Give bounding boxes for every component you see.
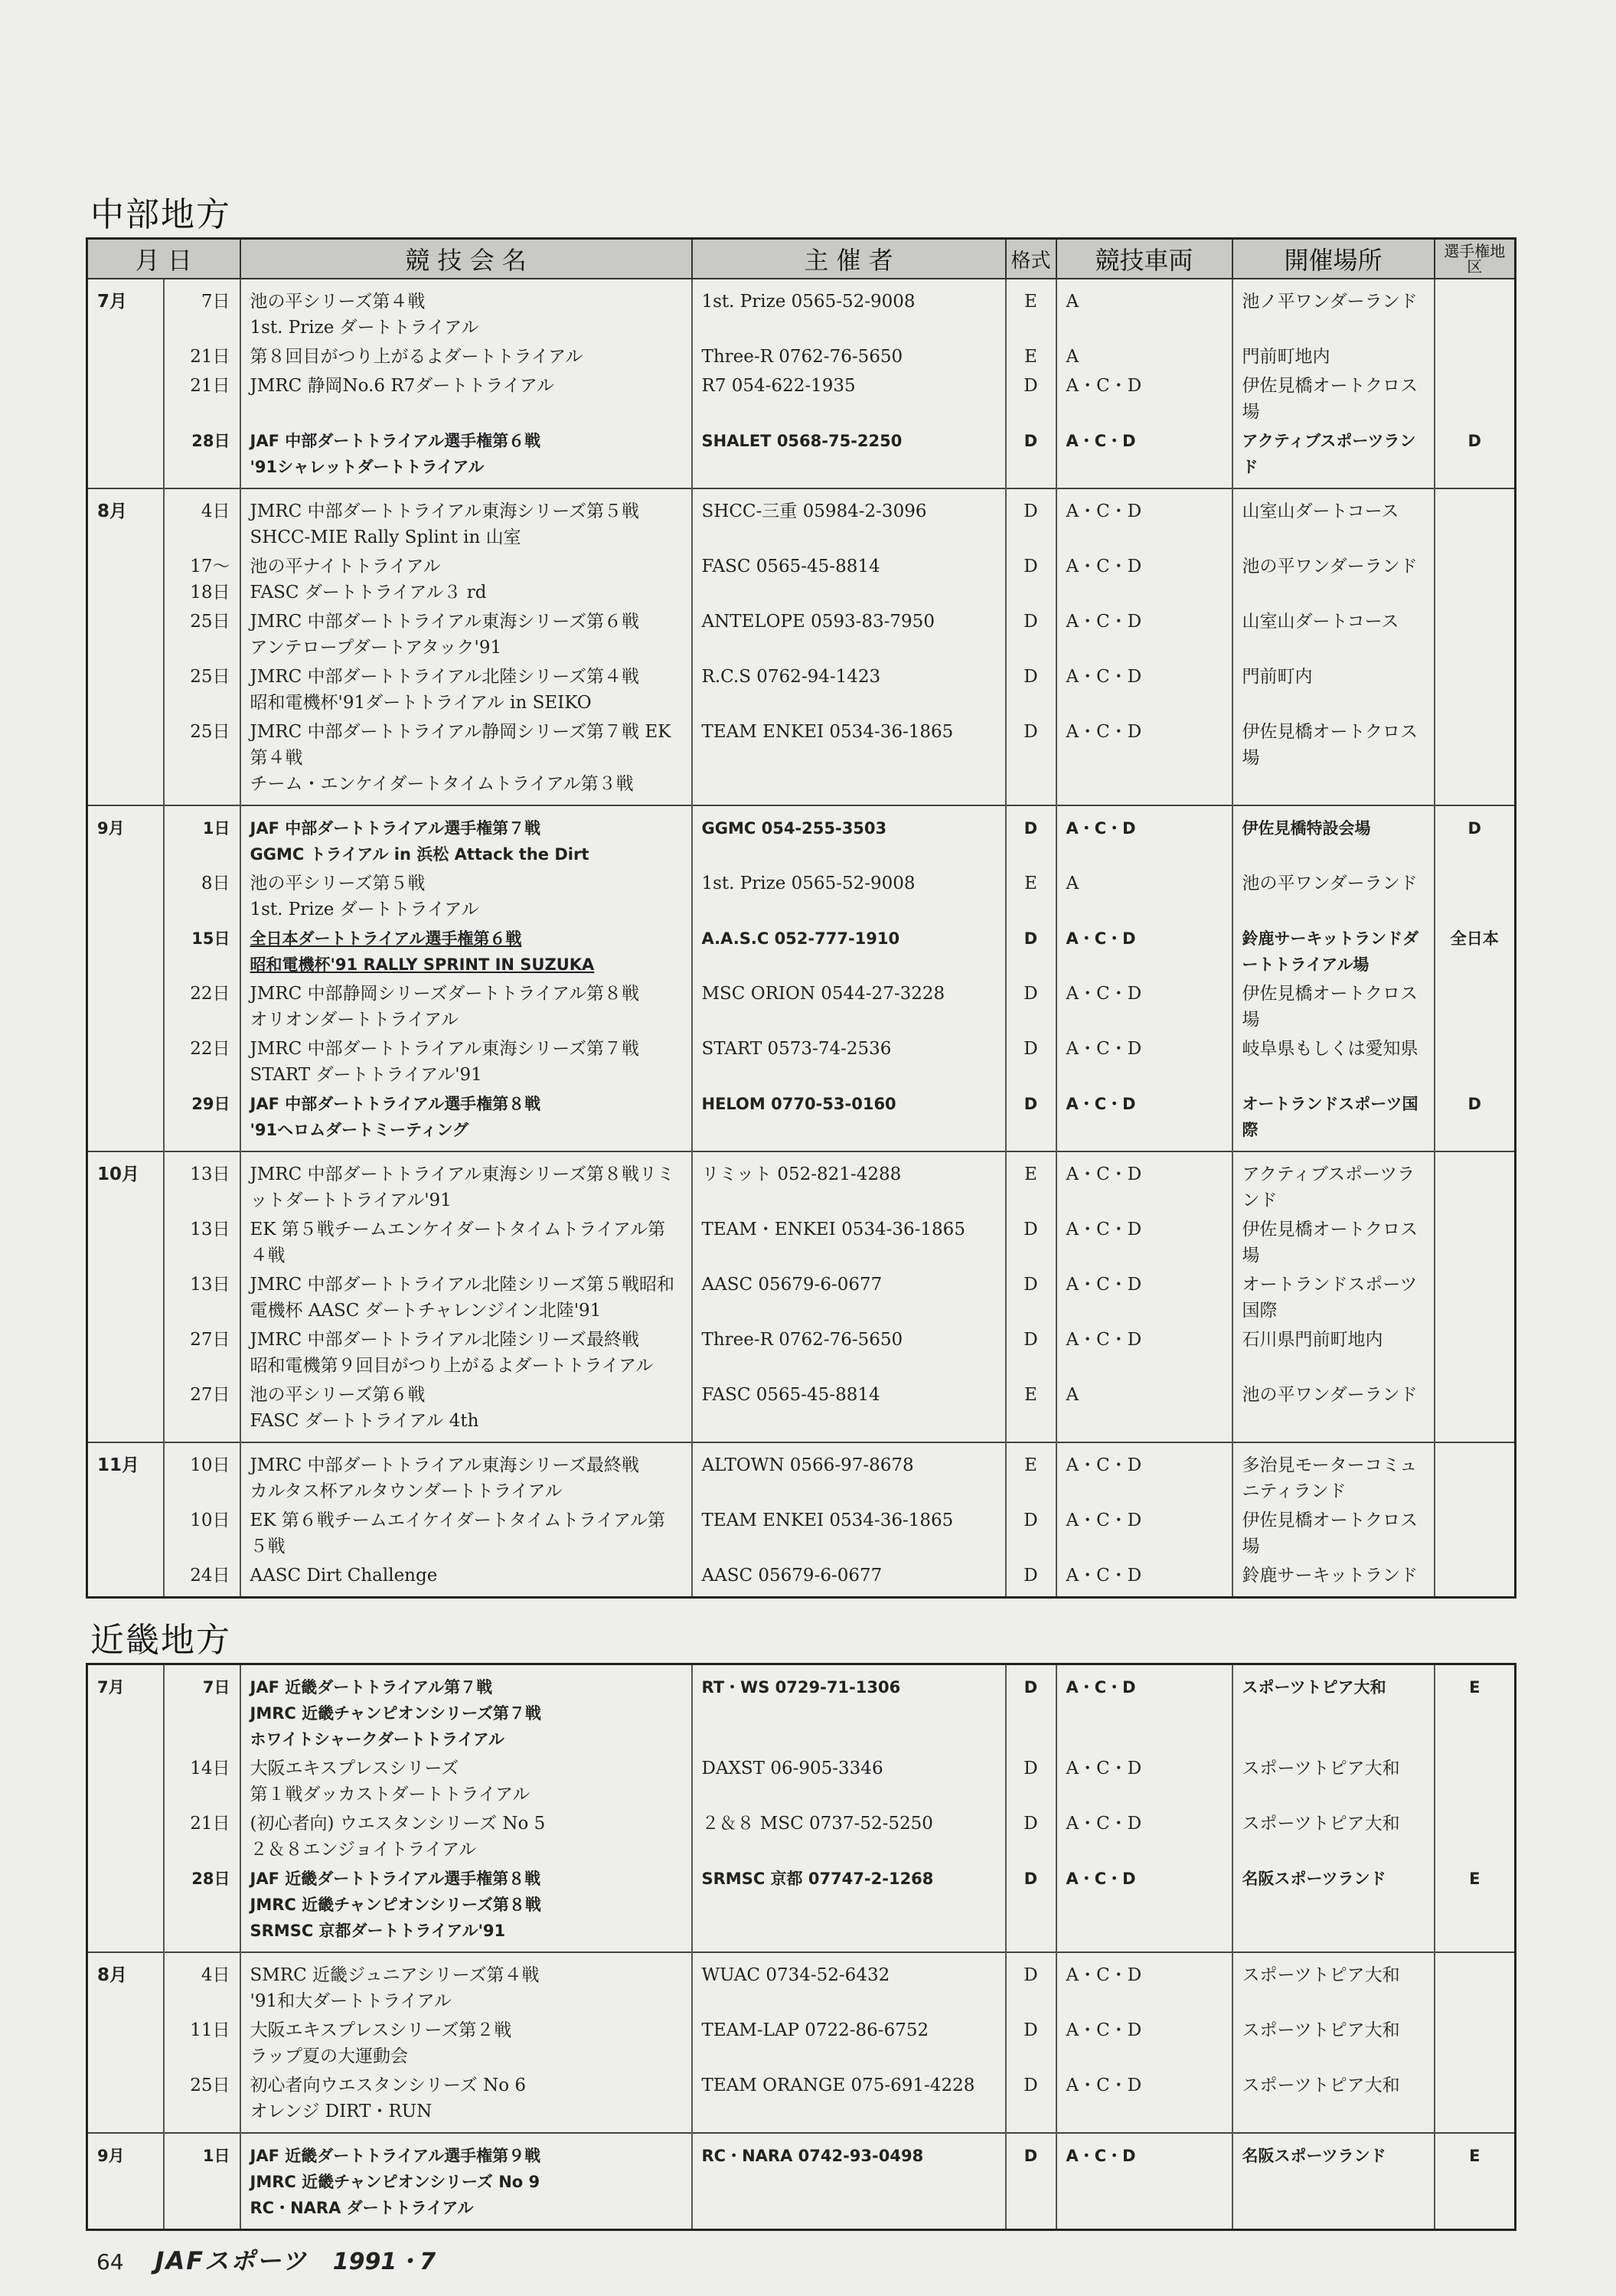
venue-cell: スポーツトピア大和 <box>1232 1809 1435 1864</box>
chubu-schedule-table <box>86 237 1516 1599</box>
region-cell <box>1435 979 1516 1034</box>
month-cell: 9月 <box>87 805 164 869</box>
month-cell <box>87 1506 164 1561</box>
organizer-cell: TEAM-LAP 0722-86-6752 <box>692 2016 1006 2071</box>
vehicle-cell: A・C・D <box>1056 1864 1232 1952</box>
kinki-table-body <box>87 1664 1516 2230</box>
event-name-cell: JMRC 中部ダートトライアル東海シリーズ第５戦 SHCC-MIE Rally Splint in 山室 <box>240 488 692 552</box>
organizer-cell: FASC 0565-45-8814 <box>692 1380 1006 1442</box>
event-name-cell: JMRC 静岡No.6 R7ダートトライアル <box>240 371 692 426</box>
page-footer <box>96 2242 436 2277</box>
month-cell <box>87 662 164 717</box>
format-cell: E <box>1006 279 1056 342</box>
organizer-cell: RT・WS 0729-71-1306 <box>692 1664 1006 1755</box>
day-cell: 24日 <box>164 1561 240 1598</box>
month-cell <box>87 979 164 1034</box>
venue-cell: アクティブスポーツランド <box>1232 1151 1435 1215</box>
event-name-cell: 池の平シリーズ第４戦 1st. Prize ダートトライアル <box>240 279 692 342</box>
region-cell <box>1435 1151 1516 1215</box>
vehicle-cell: A・C・D <box>1056 426 1232 488</box>
header-organizer: 主 催 者 <box>692 239 1006 279</box>
event-name-cell: JAF 近畿ダートトライアル選手権第８戦 JMRC 近畿チャンピオンシリーズ第８戦 SRMSC 京都ダートトライアル'91 <box>240 1864 692 1952</box>
header-event-name: 競 技 会 名 <box>240 239 692 279</box>
month-cell: 9月 <box>87 2133 164 2230</box>
vehicle-cell: A・C・D <box>1056 924 1232 979</box>
day-cell: 17～18日 <box>164 552 240 607</box>
region-cell <box>1435 1952 1516 2016</box>
venue-cell: 山室山ダートコース <box>1232 607 1435 662</box>
table-row <box>87 1664 1516 1755</box>
organizer-cell: FASC 0565-45-8814 <box>692 552 1006 607</box>
table-row <box>87 1325 1516 1380</box>
event-name-cell: JMRC 中部ダートトライアル静岡シリーズ第７戦 EK 第４戦 チーム・エンケイダートタイムトライアル第３戦 <box>240 717 692 805</box>
day-cell: 21日 <box>164 342 240 371</box>
event-name-cell: JAF 近畿ダートトライアル第７戦 JMRC 近畿チャンピオンシリーズ第７戦 ホワイトシャークダートトライアル <box>240 1664 692 1755</box>
table-row <box>87 717 1516 805</box>
region-cell <box>1435 1270 1516 1325</box>
day-cell: 10日 <box>164 1442 240 1506</box>
event-name-cell: JMRC 中部ダートトライアル北陸シリーズ第４戦 昭和電機杯'91ダートトライアル in SEIKO <box>240 662 692 717</box>
table-row <box>87 1561 1516 1598</box>
venue-cell: 伊佐見橋オートクロス場 <box>1232 979 1435 1034</box>
format-cell: D <box>1006 1034 1056 1089</box>
day-cell: 8日 <box>164 869 240 924</box>
format-cell: E <box>1006 342 1056 371</box>
table-row <box>87 1215 1516 1270</box>
month-cell <box>87 2016 164 2071</box>
event-name-cell: JAF 中部ダートトライアル選手権第７戦 GGMC トライアル in 浜松 Attack the Dirt <box>240 805 692 869</box>
vehicle-cell: A・C・D <box>1056 488 1232 552</box>
table-row <box>87 1151 1516 1215</box>
organizer-cell: AASC 05679-6-0677 <box>692 1561 1006 1598</box>
venue-cell: 名阪スポーツランド <box>1232 1864 1435 1952</box>
format-cell: D <box>1006 717 1056 805</box>
event-name-cell: JMRC 中部ダートトライアル北陸シリーズ第５戦昭和電機杯 AASC ダートチャレンジイン北陸'91 <box>240 1270 692 1325</box>
organizer-cell: ANTELOPE 0593-83-7950 <box>692 607 1006 662</box>
venue-cell: 鈴鹿サーキットランド <box>1232 1561 1435 1598</box>
chubu-section-title: 中部地方 <box>90 195 231 234</box>
event-name-cell: JAF 中部ダートトライアル選手権第８戦 '91ヘロムダートミーティング <box>240 1089 692 1151</box>
format-cell: D <box>1006 2071 1056 2133</box>
organizer-cell: Three-R 0762-76-5650 <box>692 342 1006 371</box>
venue-cell: 伊佐見橋オートクロス場 <box>1232 1506 1435 1561</box>
organizer-cell: Three-R 0762-76-5650 <box>692 1325 1006 1380</box>
region-cell <box>1435 1442 1516 1506</box>
event-name-cell: JMRC 中部ダートトライアル東海シリーズ第７戦 START ダートトライアル'91 <box>240 1034 692 1089</box>
event-name-cell: 池の平ナイトトライアル FASC ダートトライアル３ rd <box>240 552 692 607</box>
organizer-cell: MSC ORION 0544-27-3228 <box>692 979 1006 1034</box>
format-cell: D <box>1006 979 1056 1034</box>
table-row <box>87 1034 1516 1089</box>
vehicle-cell: A・C・D <box>1056 1754 1232 1809</box>
region-cell <box>1435 1380 1516 1442</box>
region-cell <box>1435 2071 1516 2133</box>
region-cell: D <box>1435 1089 1516 1151</box>
event-name-cell: EK 第５戦チームエンケイダートタイムトライアル第４戦 <box>240 1215 692 1270</box>
event-name-cell: JAF 近畿ダートトライアル選手権第９戦 JMRC 近畿チャンピオンシリーズ No 9 RC・NARA ダートトライアル <box>240 2133 692 2230</box>
format-cell: D <box>1006 1270 1056 1325</box>
organizer-cell: リミット 052-821-4288 <box>692 1151 1006 1215</box>
vehicle-cell: A・C・D <box>1056 2071 1232 2133</box>
table-row <box>87 342 1516 371</box>
venue-cell: 池ノ平ワンダーランド <box>1232 279 1435 342</box>
day-cell: 1日 <box>164 805 240 869</box>
event-name-cell: (初心者向) ウエスタンシリーズ No 5 ２＆８エンジョイトライアル <box>240 1809 692 1864</box>
vehicle-cell: A <box>1056 1380 1232 1442</box>
organizer-cell: 1st. Prize 0565-52-9008 <box>692 279 1006 342</box>
region-cell: 全日本 <box>1435 924 1516 979</box>
day-cell: 13日 <box>164 1215 240 1270</box>
venue-cell: 伊佐見橋オートクロス場 <box>1232 371 1435 426</box>
vehicle-cell: A・C・D <box>1056 1034 1232 1089</box>
month-cell: 11月 <box>87 1442 164 1506</box>
venue-cell: アクティブスポーツランド <box>1232 426 1435 488</box>
event-name-cell: 第８回目がつり上がるよダートトライアル <box>240 342 692 371</box>
organizer-cell: R7 054-622-1935 <box>692 371 1006 426</box>
month-cell: 7月 <box>87 1664 164 1755</box>
vehicle-cell: A・C・D <box>1056 2016 1232 2071</box>
vehicle-cell: A・C・D <box>1056 662 1232 717</box>
table-row <box>87 2133 1516 2230</box>
region-cell: D <box>1435 805 1516 869</box>
day-cell: 22日 <box>164 1034 240 1089</box>
month-cell <box>87 1089 164 1151</box>
day-cell: 1日 <box>164 2133 240 2230</box>
page-number: 64 <box>96 2249 124 2275</box>
table-row <box>87 1952 1516 2016</box>
region-cell <box>1435 552 1516 607</box>
header-date: 月 日 <box>87 239 240 279</box>
format-cell: D <box>1006 552 1056 607</box>
event-name-cell: 池の平シリーズ第５戦 1st. Prize ダートトライアル <box>240 869 692 924</box>
organizer-cell: ALTOWN 0566-97-8678 <box>692 1442 1006 1506</box>
format-cell: D <box>1006 1809 1056 1864</box>
month-cell <box>87 1270 164 1325</box>
region-cell: E <box>1435 1864 1516 1952</box>
vehicle-cell: A・C・D <box>1056 2133 1232 2230</box>
month-cell <box>87 607 164 662</box>
organizer-cell: GGMC 054-255-3503 <box>692 805 1006 869</box>
venue-cell: スポーツトピア大和 <box>1232 2016 1435 2071</box>
vehicle-cell: A・C・D <box>1056 1270 1232 1325</box>
month-cell <box>87 1380 164 1442</box>
vehicle-cell: A・C・D <box>1056 1506 1232 1561</box>
region-cell <box>1435 869 1516 924</box>
venue-cell: スポーツトピア大和 <box>1232 1664 1435 1755</box>
month-cell <box>87 342 164 371</box>
vehicle-cell: A・C・D <box>1056 1809 1232 1864</box>
region-cell <box>1435 1754 1516 1809</box>
region-cell <box>1435 2016 1516 2071</box>
region-cell <box>1435 1215 1516 1270</box>
day-cell: 25日 <box>164 662 240 717</box>
venue-cell: 山室山ダートコース <box>1232 488 1435 552</box>
table-row <box>87 1380 1516 1442</box>
month-cell: 8月 <box>87 488 164 552</box>
day-cell: 13日 <box>164 1270 240 1325</box>
organizer-cell: TEAM・ENKEI 0534-36-1865 <box>692 1215 1006 1270</box>
month-cell <box>87 1034 164 1089</box>
format-cell: D <box>1006 371 1056 426</box>
event-name-cell: 初心者向ウエスタンシリーズ No 6 オレンジ DIRT・RUN <box>240 2071 692 2133</box>
table-row <box>87 805 1516 869</box>
day-cell: 25日 <box>164 607 240 662</box>
day-cell: 21日 <box>164 371 240 426</box>
table-row <box>87 1809 1516 1864</box>
month-cell <box>87 426 164 488</box>
month-cell <box>87 552 164 607</box>
region-cell <box>1435 1561 1516 1598</box>
venue-cell: スポーツトピア大和 <box>1232 1754 1435 1809</box>
organizer-cell: SHCC-三重 05984-2-3096 <box>692 488 1006 552</box>
venue-cell: スポーツトピア大和 <box>1232 2071 1435 2133</box>
day-cell: 25日 <box>164 2071 240 2133</box>
day-cell: 22日 <box>164 979 240 1034</box>
format-cell: E <box>1006 1380 1056 1442</box>
region-cell <box>1435 342 1516 371</box>
vehicle-cell: A・C・D <box>1056 1089 1232 1151</box>
region-cell <box>1435 717 1516 805</box>
organizer-cell: WUAC 0734-52-6432 <box>692 1952 1006 2016</box>
venue-cell: 伊佐見橋特設会場 <box>1232 805 1435 869</box>
organizer-cell: HELOM 0770-53-0160 <box>692 1089 1006 1151</box>
organizer-cell: ２＆８ MSC 0737-52-5250 <box>692 1809 1006 1864</box>
venue-cell: 池の平ワンダーランド <box>1232 1380 1435 1442</box>
table-row <box>87 1270 1516 1325</box>
month-cell <box>87 1809 164 1864</box>
event-name-cell: 全日本ダートトライアル選手権第６戦 昭和電機杯'91 RALLY SPRINT IN SUZUKA <box>240 924 692 979</box>
region-cell <box>1435 1325 1516 1380</box>
month-cell <box>87 1754 164 1809</box>
table-row <box>87 279 1516 342</box>
organizer-cell: TEAM ORANGE 075-691-4228 <box>692 2071 1006 2133</box>
vehicle-cell: A <box>1056 869 1232 924</box>
vehicle-cell: A・C・D <box>1056 1561 1232 1598</box>
format-cell: E <box>1006 1151 1056 1215</box>
table-row <box>87 1754 1516 1809</box>
day-cell: 11日 <box>164 2016 240 2071</box>
day-cell: 28日 <box>164 1864 240 1952</box>
vehicle-cell: A・C・D <box>1056 552 1232 607</box>
venue-cell: スポーツトピア大和 <box>1232 1952 1435 2016</box>
vehicle-cell: A・C・D <box>1056 805 1232 869</box>
format-cell: E <box>1006 869 1056 924</box>
table-row <box>87 488 1516 552</box>
format-cell: D <box>1006 2016 1056 2071</box>
format-cell: D <box>1006 805 1056 869</box>
vehicle-cell: A・C・D <box>1056 717 1232 805</box>
vehicle-cell: A・C・D <box>1056 371 1232 426</box>
event-name-cell: SMRC 近畿ジュニアシリーズ第４戦 '91和大ダートトライアル <box>240 1952 692 2016</box>
format-cell: D <box>1006 607 1056 662</box>
venue-cell: オートランドスポーツ国際 <box>1232 1270 1435 1325</box>
vehicle-cell: A・C・D <box>1056 1151 1232 1215</box>
event-name-cell: EK 第６戦チームエイケイダートタイムトライアル第５戦 <box>240 1506 692 1561</box>
chubu-table-body <box>87 279 1516 1598</box>
region-cell: D <box>1435 426 1516 488</box>
venue-cell: 岐阜県もしくは愛知県 <box>1232 1034 1435 1089</box>
organizer-cell: SRMSC 京都 07747-2-1268 <box>692 1864 1006 1952</box>
venue-cell: オートランドスポーツ国際 <box>1232 1089 1435 1151</box>
format-cell: E <box>1006 1442 1056 1506</box>
table-row <box>87 979 1516 1034</box>
event-name-cell: 大阪エキスプレスシリーズ第２戦 ラップ夏の大運動会 <box>240 2016 692 2071</box>
format-cell: D <box>1006 1664 1056 1755</box>
month-cell <box>87 371 164 426</box>
day-cell: 25日 <box>164 717 240 805</box>
region-cell: E <box>1435 1664 1516 1755</box>
header-vehicle: 競技車両 <box>1056 239 1232 279</box>
month-cell: 7月 <box>87 279 164 342</box>
month-cell: 10月 <box>87 1151 164 1215</box>
region-cell <box>1435 371 1516 426</box>
format-cell: D <box>1006 662 1056 717</box>
organizer-cell: R.C.S 0762-94-1423 <box>692 662 1006 717</box>
organizer-cell: A.A.S.C 052-777-1910 <box>692 924 1006 979</box>
table-row <box>87 1864 1516 1952</box>
table-row <box>87 607 1516 662</box>
organizer-cell: TEAM ENKEI 0534-36-1865 <box>692 717 1006 805</box>
day-cell: 7日 <box>164 1664 240 1755</box>
format-cell: D <box>1006 1089 1056 1151</box>
month-cell <box>87 1561 164 1598</box>
venue-cell: 石川県門前町地内 <box>1232 1325 1435 1380</box>
format-cell: D <box>1006 924 1056 979</box>
month-cell <box>87 717 164 805</box>
month-cell: 8月 <box>87 1952 164 2016</box>
magazine-logo: JAFスポーツ <box>155 2246 308 2275</box>
vehicle-cell: A・C・D <box>1056 607 1232 662</box>
month-cell <box>87 869 164 924</box>
day-cell: 27日 <box>164 1380 240 1442</box>
event-name-cell: JMRC 中部ダートトライアル東海シリーズ第６戦 アンテロープダートアタック'91 <box>240 607 692 662</box>
month-cell <box>87 1215 164 1270</box>
format-cell: D <box>1006 426 1056 488</box>
vehicle-cell: A・C・D <box>1056 1215 1232 1270</box>
region-cell <box>1435 488 1516 552</box>
table-row <box>87 1506 1516 1561</box>
table-row <box>87 2016 1516 2071</box>
venue-cell: 多治見モーターコミュニティランド <box>1232 1442 1435 1506</box>
event-name-cell: AASC Dirt Challenge <box>240 1561 692 1598</box>
vehicle-cell: A <box>1056 279 1232 342</box>
header-venue: 開催場所 <box>1232 239 1435 279</box>
header-region: 選手権地 区 <box>1435 239 1516 279</box>
issue-date: 1991・7 <box>332 2249 436 2275</box>
vehicle-cell: A・C・D <box>1056 1664 1232 1755</box>
month-cell <box>87 2071 164 2133</box>
event-name-cell: JMRC 中部ダートトライアル北陸シリーズ最終戦 昭和電機第９回目がつり上がるよダートトライアル <box>240 1325 692 1380</box>
table-row <box>87 371 1516 426</box>
region-cell <box>1435 607 1516 662</box>
day-cell: 4日 <box>164 1952 240 2016</box>
table-row <box>87 924 1516 979</box>
organizer-cell: 1st. Prize 0565-52-9008 <box>692 869 1006 924</box>
month-cell <box>87 924 164 979</box>
table-row <box>87 2071 1516 2133</box>
month-cell <box>87 1325 164 1380</box>
format-cell: D <box>1006 1325 1056 1380</box>
event-name-cell: 大阪エキスプレスシリーズ 第１戦ダッカストダートトライアル <box>240 1754 692 1809</box>
table-row <box>87 1442 1516 1506</box>
organizer-cell: TEAM ENKEI 0534-36-1865 <box>692 1506 1006 1561</box>
venue-cell: 伊佐見橋オートクロス場 <box>1232 717 1435 805</box>
table-row <box>87 1089 1516 1151</box>
day-cell: 10日 <box>164 1506 240 1561</box>
region-cell <box>1435 662 1516 717</box>
organizer-cell: RC・NARA 0742-93-0498 <box>692 2133 1006 2230</box>
region-cell <box>1435 279 1516 342</box>
event-name-cell: JMRC 中部ダートトライアル東海シリーズ最終戦 カルタス杯アルタウンダートトライアル <box>240 1442 692 1506</box>
kinki-section-title: 近畿地方 <box>90 1621 231 1660</box>
header-format: 格式 <box>1006 239 1056 279</box>
day-cell: 28日 <box>164 426 240 488</box>
venue-cell: 鈴鹿サーキットランドダートトライアル場 <box>1232 924 1435 979</box>
format-cell: D <box>1006 1215 1056 1270</box>
organizer-cell: START 0573-74-2536 <box>692 1034 1006 1089</box>
day-cell: 14日 <box>164 1754 240 1809</box>
organizer-cell: SHALET 0568-75-2250 <box>692 426 1006 488</box>
region-cell <box>1435 1809 1516 1864</box>
day-cell: 29日 <box>164 1089 240 1151</box>
vehicle-cell: A・C・D <box>1056 1325 1232 1380</box>
month-cell <box>87 1864 164 1952</box>
table-row <box>87 869 1516 924</box>
event-name-cell: 池の平シリーズ第６戦 FASC ダートトライアル 4th <box>240 1380 692 1442</box>
organizer-cell: DAXST 06-905-3346 <box>692 1754 1006 1809</box>
vehicle-cell: A・C・D <box>1056 1442 1232 1506</box>
day-cell: 15日 <box>164 924 240 979</box>
format-cell: D <box>1006 1864 1056 1952</box>
format-cell: D <box>1006 2133 1056 2230</box>
venue-cell: 池の平ワンダーランド <box>1232 552 1435 607</box>
region-cell <box>1435 1506 1516 1561</box>
venue-cell: 伊佐見橋オートクロス場 <box>1232 1215 1435 1270</box>
venue-cell: 門前町地内 <box>1232 342 1435 371</box>
day-cell: 4日 <box>164 488 240 552</box>
day-cell: 27日 <box>164 1325 240 1380</box>
day-cell: 7日 <box>164 279 240 342</box>
organizer-cell: AASC 05679-6-0677 <box>692 1270 1006 1325</box>
table-row <box>87 426 1516 488</box>
format-cell: D <box>1006 1561 1056 1598</box>
venue-cell: 名阪スポーツランド <box>1232 2133 1435 2230</box>
day-cell: 21日 <box>164 1809 240 1864</box>
table-row <box>87 552 1516 607</box>
vehicle-cell: A・C・D <box>1056 1952 1232 2016</box>
event-name-cell: JMRC 中部ダートトライアル東海シリーズ第８戦リミットダートトライアル'91 <box>240 1151 692 1215</box>
region-cell <box>1435 1034 1516 1089</box>
format-cell: D <box>1006 1754 1056 1809</box>
event-name-cell: JMRC 中部静岡シリーズダートトライアル第８戦 オリオンダートトライアル <box>240 979 692 1034</box>
vehicle-cell: A <box>1056 342 1232 371</box>
venue-cell: 池の平ワンダーランド <box>1232 869 1435 924</box>
vehicle-cell: A・C・D <box>1056 979 1232 1034</box>
format-cell: D <box>1006 1952 1056 2016</box>
event-name-cell: JAF 中部ダートトライアル選手権第６戦 '91シャレットダートトライアル <box>240 426 692 488</box>
kinki-schedule-table <box>86 1663 1516 2231</box>
format-cell: D <box>1006 1506 1056 1561</box>
venue-cell: 門前町内 <box>1232 662 1435 717</box>
format-cell: D <box>1006 488 1056 552</box>
table-row <box>87 662 1516 717</box>
chubu-header-row <box>87 239 1516 279</box>
region-cell: E <box>1435 2133 1516 2230</box>
day-cell: 13日 <box>164 1151 240 1215</box>
